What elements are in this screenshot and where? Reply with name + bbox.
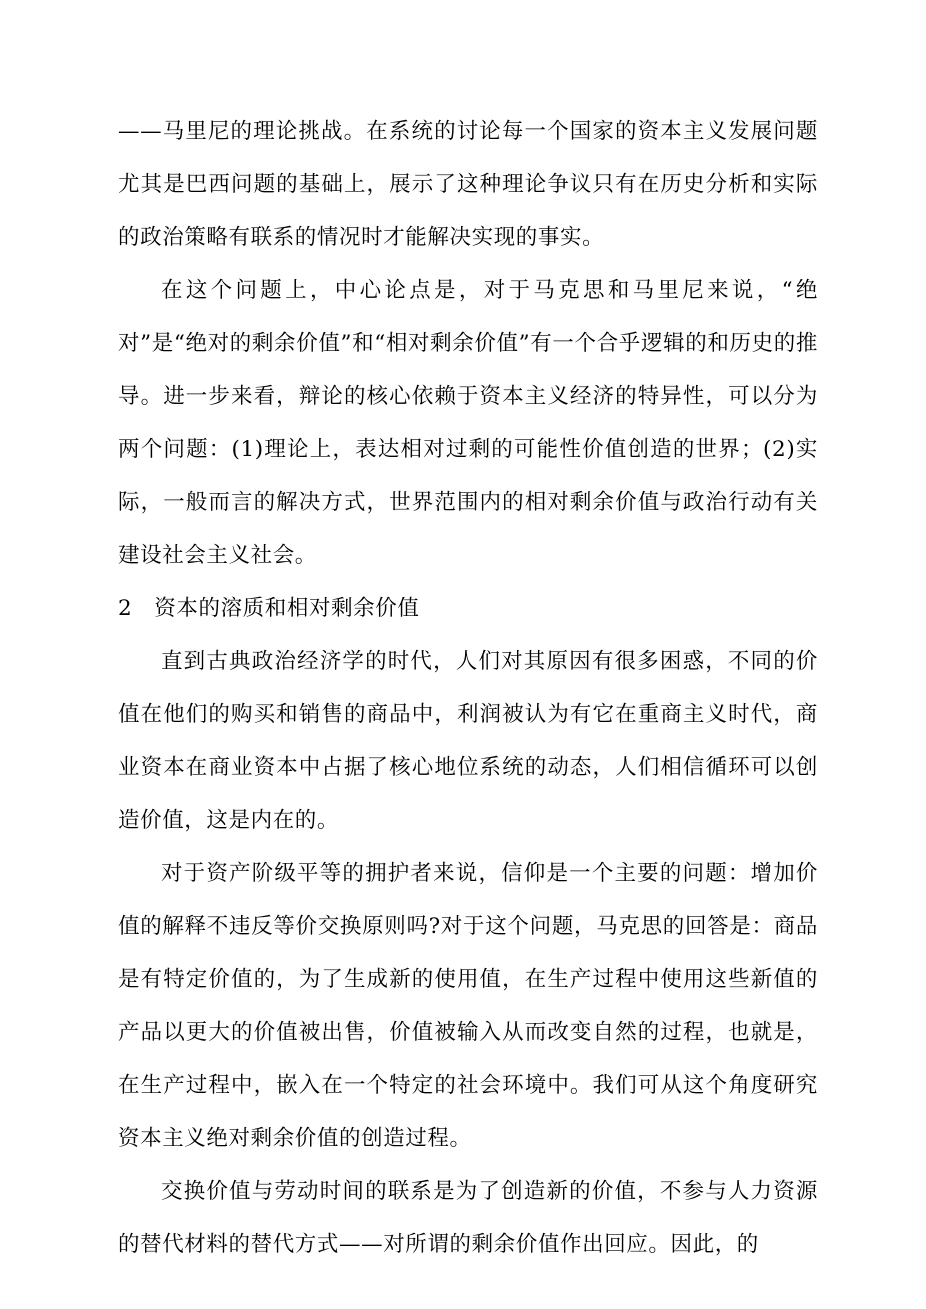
paragraph-bourgeois-equality: 对于资产阶级平等的拥护者来说，信仰是一个主要的问题：增加价值的解释不违反等价交换原则吗?对于这个问题，马克思的回答是：商品是有特定价值的，为了生成新的使用值，在生产过程中使用这些新值的产品以更大的价值被出售，价值被输入从而改变自然的过程，也就是，在生产过程中，嵌入在一个特定的社会环境中。我们可从这个角度研究资本主义绝对剩余价值的创造过程。 xyxy=(118,861,818,1151)
section-title: 资本的溶质和相对剩余价值 xyxy=(154,596,420,621)
section-heading-2 xyxy=(118,582,818,635)
paragraph-exchange-value: 交换价值与劳动时间的联系是为了创造新的价值，不参与人力资源的替代材料的替代方式——对所谓的剩余价值作出回应。因此，的 xyxy=(118,1179,818,1257)
paragraph-classical-economics: 直到古典政治经济学的时代，人们对其原因有很多困惑，不同的价值在他们的购买和销售的商品中，利润被认为有它在重商主义时代，商业资本在商业资本中占据了核心地位系统的动态，人们相信循环可以创造价值，这是内在的。 xyxy=(118,649,818,833)
section-number: 2 xyxy=(118,596,133,621)
paragraph-opening: ——马里尼的理论挑战。在系统的讨论每一个国家的资本主义发展问题尤其是巴西问题的基础上，展示了这种理论争议只有在历史分析和实际的政治策略有联系的情况时才能解决实现的事实。 xyxy=(118,119,818,250)
document-body xyxy=(118,105,818,1271)
paragraph-central-thesis: 在这个问题上，中心论点是，对于马克思和马里尼来说，“绝对”是“绝对的剩余价值”和“相对剩余价值”有一个合乎逻辑的和历史的推导。进一步来看，辩论的核心依赖于资本主义经济的特异性，可以分为两个问题：(1)理论上，表达相对过剩的可能性价值创造的世界；(2)实际，一般而言的解决方式，世界范围内的相对剩余价值与政治行动有关建设社会主义社会。 xyxy=(118,278,818,568)
